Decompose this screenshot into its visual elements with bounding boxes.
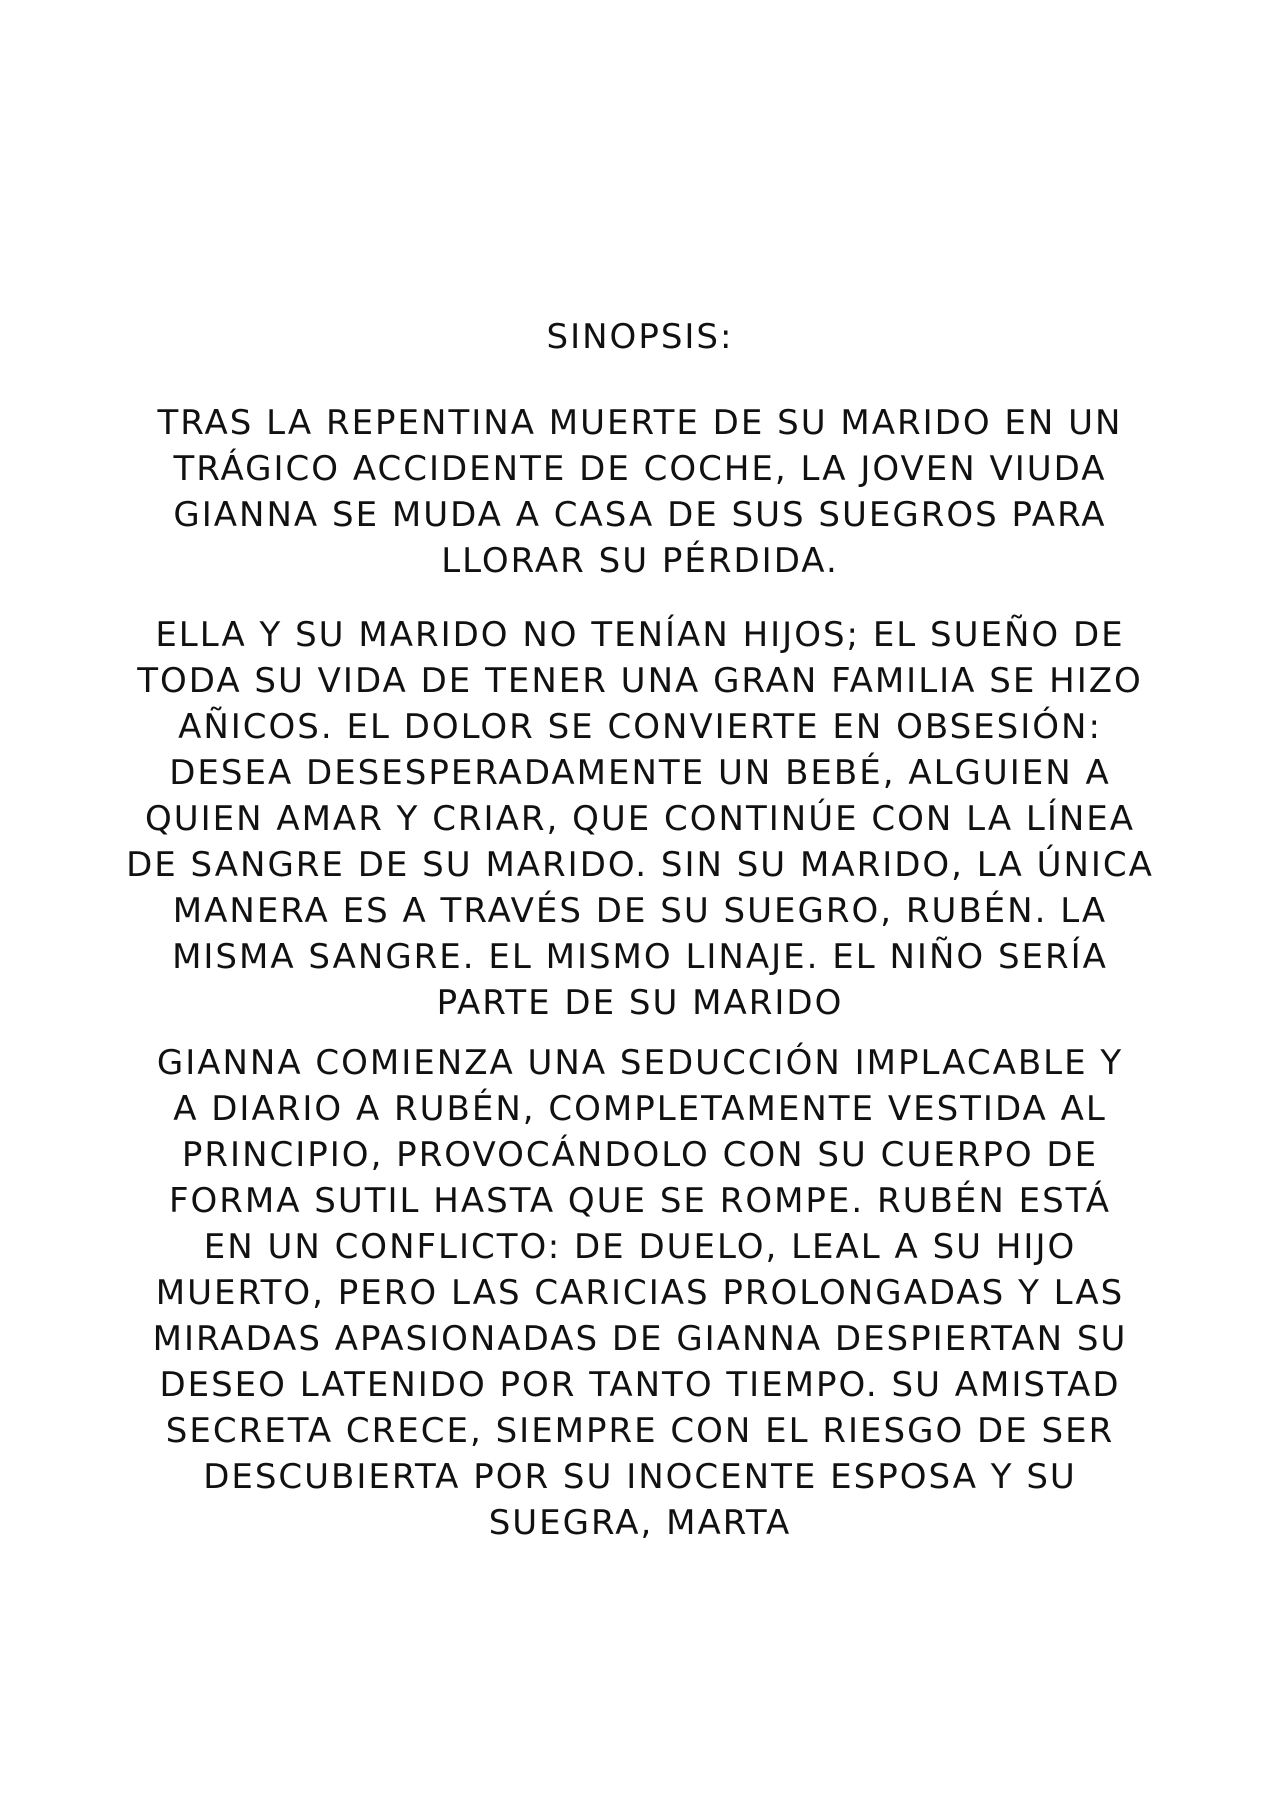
- paragraph-1-line: TRAS LA REPENTINA MUERTE DE SU MARIDO EN UN: [157, 403, 1123, 443]
- paragraph-3-line: A DIARIO A RUBÉN, COMPLETAMENTE VESTIDA AL: [173, 1089, 1107, 1129]
- paragraph-2-line: MISMA SANGRE. EL MISMO LINAJE. EL NIÑO SERÍA: [172, 937, 1108, 977]
- paragraph-1: [60, 400, 1220, 584]
- paragraph-3-line: SUEGRA, MARTA: [488, 1503, 792, 1543]
- paragraph-3-line: FORMA SUTIL HASTA QUE SE ROMPE. RUBÉN ESTÁ: [168, 1181, 1112, 1221]
- synopsis-title: [60, 314, 1220, 360]
- paragraph-2-line: PARTE DE SU MARIDO: [436, 983, 844, 1023]
- paragraph-2-line: MANERA ES A TRAVÉS DE SU SUEGRO, RUBÉN. LA: [172, 891, 1108, 931]
- paragraph-2-line: QUIEN AMAR Y CRIAR, QUE CONTINÚE CON LA LÍNEA: [144, 799, 1136, 839]
- paragraph-2-line: ELLA Y SU MARIDO NO TENÍAN HIJOS; EL SUEÑO DE: [155, 615, 1125, 655]
- paragraph-3-line: DESCUBIERTA POR SU INOCENTE ESPOSA Y SU: [203, 1457, 1077, 1497]
- paragraph-3-line: GIANNA COMIENZA UNA SEDUCCIÓN IMPLACABLE Y: [156, 1043, 1124, 1083]
- paragraph-2-line: AÑICOS. EL DOLOR SE CONVIERTE EN OBSESIÓN:: [178, 707, 1102, 747]
- paragraph-3-line: SECRETA CRECE, SIEMPRE CON EL RIESGO DE SER: [165, 1411, 1115, 1451]
- paragraph-1-line: LLORAR SU PÉRDIDA.: [441, 541, 839, 581]
- paragraph-2-line: DESEA DESESPERADAMENTE UN BEBÉ, ALGUIEN A: [169, 753, 1111, 793]
- paragraph-2: [60, 612, 1220, 1026]
- paragraph-3-line: PRINCIPIO, PROVOCÁNDOLO CON SU CUERPO DE: [181, 1135, 1099, 1175]
- paragraph-2-line: DE SANGRE DE SU MARIDO. SIN SU MARIDO, LA ÚNICA: [126, 845, 1154, 885]
- paragraph-1-line: GIANNA SE MUDA A CASA DE SUS SUEGROS PARA: [173, 495, 1107, 535]
- paragraph-3-line: DESEO LATENIDO POR TANTO TIEMPO. SU AMISTAD: [159, 1365, 1121, 1405]
- paragraph-3-line: MIRADAS APASIONADAS DE GIANNA DESPIERTAN SU: [152, 1319, 1128, 1359]
- paragraph-1-line: TRÁGICO ACCIDENTE DE COCHE, LA JOVEN VIUDA: [173, 449, 1107, 489]
- paragraph-3-line: MUERTO, PERO LAS CARICIAS PROLONGADAS Y LAS: [155, 1273, 1125, 1313]
- synopsis-title-text: SINOPSIS:: [546, 317, 734, 357]
- paragraph-3: [60, 1040, 1220, 1546]
- paragraph-2-line: TODA SU VIDA DE TENER UNA GRAN FAMILIA SE HIZO: [137, 661, 1143, 701]
- paragraph-3-line: EN UN CONFLICTO: DE DUELO, LEAL A SU HIJO: [203, 1227, 1077, 1267]
